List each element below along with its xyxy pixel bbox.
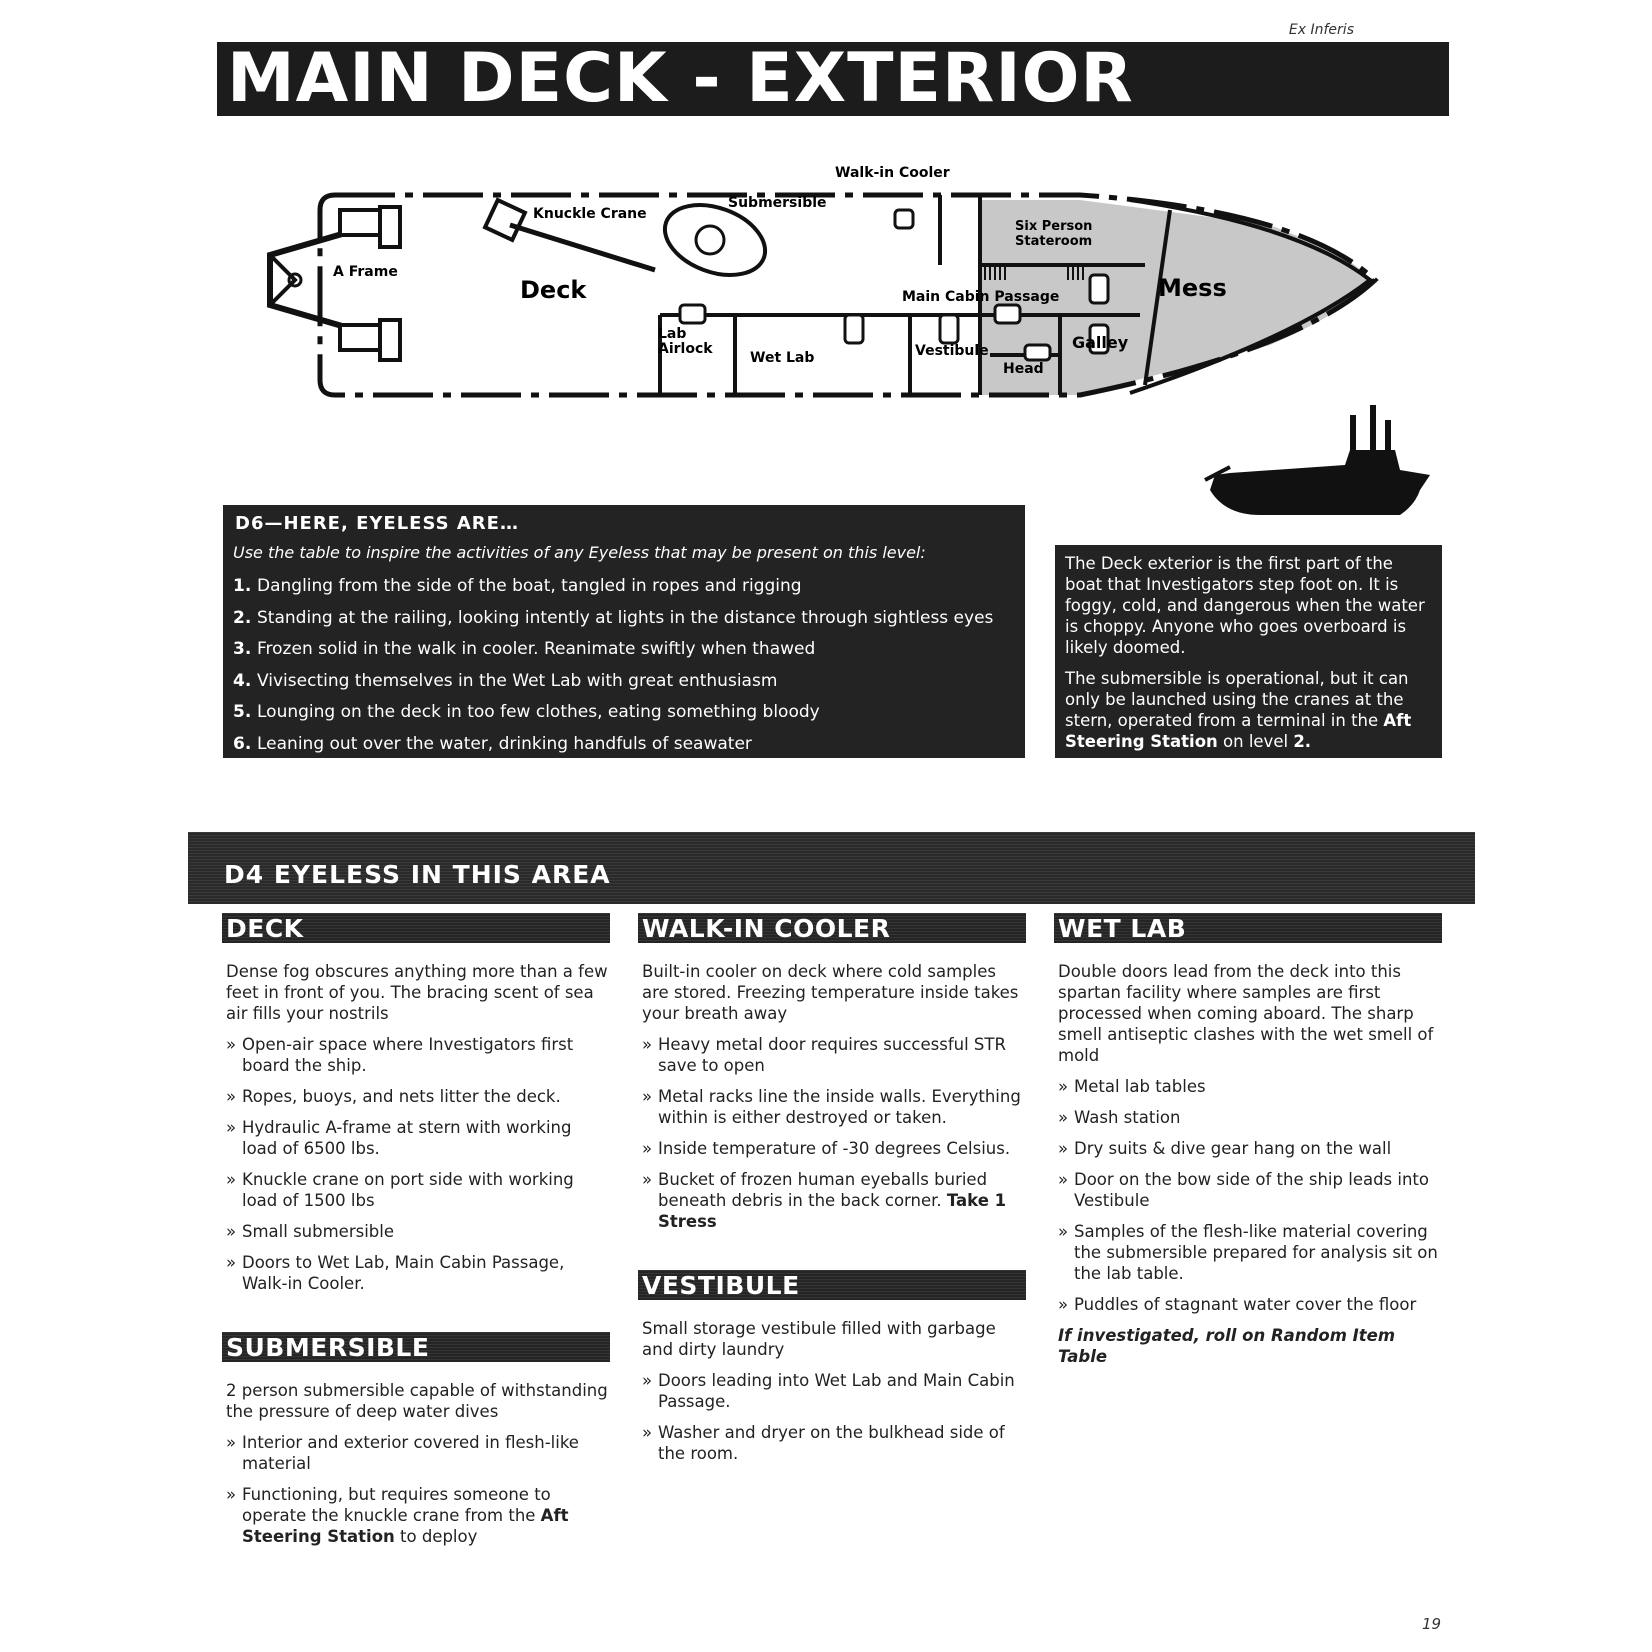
- list-item: » Functioning, but requires someone to operate the knuckle crane from the Aft Steering Station to deploy: [226, 1484, 610, 1547]
- ship-silhouette-icon: [1200, 405, 1440, 530]
- vestibule-bullets: [642, 1370, 1026, 1464]
- map-label-knuckle-crane: Knuckle Crane: [533, 206, 647, 222]
- d6-table-list: [233, 571, 993, 760]
- d6-eyeless-table: [223, 505, 1025, 758]
- d6-table-row: 1. Dangling from the side of the boat, tangled in ropes and rigging: [233, 576, 802, 596]
- wet-lab-intro: Double doors lead from the deck into this spartan facility where samples are first processed when coming aboard. The sharp smell antiseptic clashes with the wet smell of mold: [1058, 962, 1434, 1065]
- section-heading-walk-in-cooler: WALK-IN COOLER: [638, 913, 1026, 943]
- map-label-vestibule: Vestibule: [915, 343, 989, 359]
- map-label-submersible: Submersible: [728, 195, 827, 211]
- map-label-walk-in-cooler: Walk-in Cooler: [835, 165, 950, 181]
- list-item: » Hydraulic A-frame at stern with working load of 6500 lbs.: [226, 1117, 610, 1159]
- d6-table-row: 5. Lounging on the deck in too few clothes, eating something bloody: [233, 702, 820, 722]
- column-left: [222, 913, 610, 1557]
- wet-lab-bullets: [1058, 1076, 1442, 1315]
- running-head: Ex Inferis: [1288, 22, 1354, 38]
- list-item: » Bucket of frozen human eyeballs buried beneath debris in the back corner. Take 1 Stress: [642, 1169, 1026, 1232]
- d4-eyeless-title: D4 EYELESS IN THIS AREA: [224, 860, 611, 889]
- title-banner: [217, 39, 1449, 118]
- column-middle: [638, 913, 1026, 1474]
- map-label-deck: Deck: [520, 276, 587, 304]
- list-item: » Open-air space where Investigators first board the ship.: [226, 1034, 610, 1076]
- d6-table-row: 6. Leaning out over the water, drinking handfuls of seawater: [233, 733, 752, 754]
- map-label-head: Head: [1003, 361, 1044, 377]
- list-item: » Washer and dryer on the bulkhead side of the room.: [642, 1422, 1026, 1464]
- list-item: » Puddles of stagnant water cover the floor: [1058, 1294, 1442, 1315]
- map-label-a-frame: A Frame: [333, 264, 398, 280]
- list-item: » Wash station: [1058, 1107, 1442, 1128]
- section-heading-deck: DECK: [222, 913, 610, 943]
- map-label-stateroom-line2: Stateroom: [1015, 234, 1093, 249]
- list-item: » Doors leading into Wet Lab and Main Cabin Passage.: [642, 1370, 1026, 1412]
- list-item: » Interior and exterior covered in flesh-like material: [226, 1432, 610, 1474]
- description-paragraph-1: The Deck exterior is the first part of the boat that Investigators step foot on. It is foggy, cold, and dangerous when the water is choppy. Anyone who goes overboard is likely doomed.: [1065, 554, 1425, 657]
- d6-table-row: 4. Vivisecting themselves in the Wet Lab with great enthusiasm: [233, 670, 778, 691]
- map-label-mess: Mess: [1158, 274, 1227, 302]
- list-item: » Small submersible: [226, 1221, 610, 1242]
- d6-table-row: 3. Frozen solid in the walk in cooler. Reanimate swiftly when thawed: [233, 639, 816, 659]
- map-label-stateroom-line1: Six Person: [1015, 219, 1093, 234]
- column-right: [1054, 913, 1442, 1367]
- list-item: » Door on the bow side of the ship leads into Vestibule: [1058, 1169, 1442, 1211]
- section-heading-submersible: SUBMERSIBLE: [222, 1332, 610, 1362]
- list-item: » Doors to Wet Lab, Main Cabin Passage, Walk-in Cooler.: [226, 1252, 610, 1294]
- d4-eyeless-banner: [188, 832, 1475, 904]
- d6-table-intro: Use the table to inspire the activities of any Eyeless that may be present on this level:: [233, 543, 926, 562]
- description-paragraph-2: The submersible is operational, but it can only be launched using the cranes at the stern, operated from a terminal in the Aft Steering Station on level 2.: [1065, 669, 1412, 751]
- wet-lab-note: If investigated, roll on Random Item Table: [1058, 1326, 1396, 1366]
- page-number: 19: [1422, 1615, 1442, 1633]
- map-label-wet-lab: Wet Lab: [750, 350, 815, 366]
- submersible-intro: 2 person submersible capable of withstanding the pressure of deep water dives: [226, 1381, 608, 1421]
- page-title: MAIN DECK - EXTERIOR: [227, 39, 1134, 118]
- list-item: » Inside temperature of -30 degrees Celsius.: [642, 1138, 1026, 1159]
- section-heading-wet-lab: WET LAB: [1054, 913, 1442, 943]
- list-item: » Knuckle crane on port side with working load of 1500 lbs: [226, 1169, 610, 1211]
- list-item: » Metal lab tables: [1058, 1076, 1442, 1097]
- d6-table-title: D6—HERE, EYELESS ARE…: [235, 513, 519, 534]
- map-label-lab-airlock-line2: Airlock: [658, 341, 713, 357]
- deck-bullets: [226, 1034, 610, 1294]
- d6-table-row: 2. Standing at the railing, looking intently at lights in the distance through sightless eyes: [233, 607, 994, 628]
- submersible-bullets: [226, 1432, 610, 1547]
- list-item: » Metal racks line the inside walls. Everything within is either destroyed or taken.: [642, 1086, 1026, 1128]
- walk-in-cooler-bullets: [642, 1034, 1026, 1232]
- section-heading-vestibule: VESTIBULE: [638, 1270, 1026, 1300]
- deck-intro: Dense fog obscures anything more than a few feet in front of you. The bracing scent of sea air fills your nostrils: [226, 962, 608, 1023]
- vestibule-intro: Small storage vestibule filled with garbage and dirty laundry: [642, 1319, 996, 1359]
- deck-description-box: [1055, 545, 1442, 758]
- map-label-main-cabin-passage: Main Cabin Passage: [902, 289, 1060, 305]
- walk-in-cooler-intro: Built-in cooler on deck where cold samples are stored. Freezing temperature inside takes your breath away: [642, 962, 1019, 1023]
- map-label-lab-airlock-line1: Lab: [658, 326, 687, 342]
- map-label-galley: Galley: [1072, 333, 1129, 352]
- deck-plan-map: [240, 155, 1380, 425]
- list-item: » Dry suits & dive gear hang on the wall: [1058, 1138, 1442, 1159]
- list-item: » Heavy metal door requires successful STR save to open: [642, 1034, 1026, 1076]
- list-item: » Samples of the flesh-like material covering the submersible prepared for analysis sit on the lab table.: [1058, 1221, 1442, 1284]
- list-item: » Ropes, buoys, and nets litter the deck.: [226, 1086, 610, 1107]
